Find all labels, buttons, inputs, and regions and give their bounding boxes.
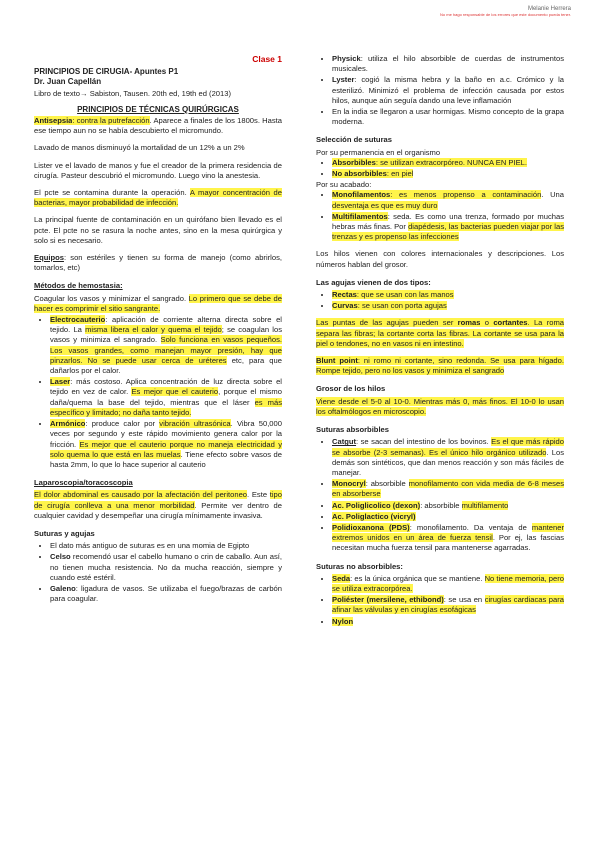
section-subtitle: PRINCIPIOS DE TÉCNICAS QUIRÚRGICAS [77,104,239,114]
agujas-heading: Las agujas vienen de dos tipos: [316,277,431,287]
permanencia-label: Por su permanencia en el organismo [316,147,441,157]
fuente-paragraph: La principal fuente de contaminación en un quirófano bien llevado es el pcte. El pcte no se rasura la noche antes, sino en la mesa quirúrgica y solo si es necesario. [34,215,282,245]
list-item: • Multifilamentos: seda. Es como una trenza, formado por muchas hebras más finas. Por diapédesis, las bacterias pueden viajar por las trenzas y es propenso las infecciones [332,212,564,243]
absorbibles-heading: Suturas absorbibles [316,425,390,435]
list-item: • Catgut: se sacan del intestino de los bovinos. Es el que más rápido se absorbe (2-3 semanas). Es el único hilo orgánico utilizado. Los demás son sintéticos, que dan menos reacción y son más fáciles de manejar. [332,437,564,478]
list-item: • Armónico: produce calor por vibración ultrasónica. Vibra 50,000 veces por segundo y este rápido movimiento genera calor por la fricción. Es mejor que el cauterio porque no maneja electricidad y solo quema lo que está en las muelas. Tiene efecto sobre vasos de hasta 2mm, lo que lo hace superior al cauterio [50,419,282,470]
laparoscopia-paragraph: El dolor abdominal es causado por la afectación del peritoneo. Este tipo de cirugía conlleva a una menor morbilidad. Permite ver dentro de cualquier cavidad y desempeñar una cirugía mínimamente invasiva. [34,490,282,520]
list-item: • Monocryl: absorbible monofilamento con vida media de 6-8 meses en absorberse [332,479,564,499]
acabado-label: Por su acabado: [316,180,372,190]
grosor-paragraph: Viene desde el 5-0 al 10-0. Mientras más 0, más finos. El 10-0 lo usan los oftalmólogos en microscopio. [316,396,564,416]
seleccion-heading: Selección de suturas [316,135,392,145]
list-item: • Curvas: se usan con porta agujas [332,301,564,311]
lavado-paragraph: Lavado de manos disminuyó la mortalidad de un 12% a un 2% [34,143,245,153]
list-item: • Ac. Poliglicolico (dexon): absorbible multifilamento [332,501,564,511]
lister-paragraph: Lister ve el lavado de manos y fue el creador de la primera residencia de cirugía. Pasteur descubrió el micromundo. Luego vino la anestesia. [34,160,282,180]
class-label: Clase 1 [252,54,282,64]
list-item: • Lyster: cogió la misma hebra y la baño en a.c. Crómico y la esterilizó. Minimizó el problema de infección causada por estos hilos, aunque aún seguía dando una leve inflamación [332,75,564,106]
list-item: • Polidioxanona (PDS): monofilamento. Da ventaja de mantener extremos unidos en un área de fuerza tensil. Por ej, las fascias necesitan mucha fuerza tensil para mantenerse agarradas. [332,523,564,554]
puntas-paragraph: Las puntas de las agujas pueden ser romas o cortantes. La roma separa las fibras; la cortante corta las fibras. La cortante se usa para la piel o tendones, no en vasos ni en intestino. [316,318,565,348]
list-item: • Monofilamentos: es menos propenso a contaminación. Una desventaja es que es muy duro [332,190,564,210]
antisepsia-paragraph: Antisepsia: contra la putrefacción. Aparece a finales de los 1800s. Hasta ese tiempo aun no se había descubierto el micromundo. [34,116,282,136]
list-item: • Seda: es la única orgánica que se mantiene. No tiene memoria, pero se utiliza extracorpórea. [332,574,564,594]
antisepsia-label: Antisepsia [34,116,73,126]
page-header [440,6,571,17]
teacher-name: Dr. Juan Capellán [34,77,102,87]
list-item: • Physick: utiliza el hilo absorbible de cuerdas de instrumentos musicales. [332,54,564,74]
equipos-paragraph: Equipos: son estériles y tienen su forma de manejo (como abrirlos, tomarlos, etc) [34,253,282,273]
list-item: • Absorbibles: se utilizan extracorpóreo. NUNCA EN PIEL. [332,158,564,168]
list-item: • No absorbibles: en piel [332,169,564,179]
laparoscopia-heading: Laparoscopia/toracoscopia [34,478,133,488]
hemostasia-heading: Métodos de hemostasia: [34,281,123,291]
list-item: • Celso recomendó usar el cabello humano o crin de caballo. Aun así, no tienen mucha resistencia. No da mucha reacción, siempre y cuando esté estéril. [50,552,282,583]
list-item: • Ac. Poliglactico (vicryl) [332,512,564,522]
no-absorbibles-list [316,574,564,627]
list-item: • Rectas: que se usan con las manos [332,290,564,300]
permanencia-list [316,158,564,179]
list-item: • Electrocauterio: aplicación de corriente alterna directa sobre el tejido. La misma libera el calor y quema el tejido; se coagulan los vasos y minimiza el sangrado. Solo funciona en vasos pequeños. Los vasos grandes, como manejan mayor presión, hay que pinzarlos. No se puede usar cerca de uréteres etc, para que dañarlos por el calor. [50,315,282,376]
absorbibles-list [316,437,564,553]
agujas-list [316,290,564,311]
blunt-paragraph: Blunt point: ni romo ni cortante, sino redonda. Se usa para hígado. Rompe tejido, pero no los vasos y minimiza el sangrado [316,356,564,376]
list-item: • Galeno: ligadura de vasos. Se utilizaba el fuego/brazas de carbón para coagular. [50,584,282,604]
suturas-list [34,541,282,604]
list-item: • Poliéster (mersilene, ethibond): se usa en cirugías cardiacas para afinar las válvulas y en cirugías esofágicas [332,595,564,615]
author-name: Melanie Herrera [527,6,571,12]
hilos-paragraph: Los hilos vienen con colores internacionales y descripciones. Los números hablan del grosor. [316,249,564,269]
hemostasia-intro: Coagular los vasos y minimizar el sangrado. Lo primero que se debe de hacer es comprimir el sitio sangrante. [34,293,282,313]
right-column [316,54,564,634]
grosor-heading: Grosor de los hilos [316,384,386,394]
list-item: • Laser: más costoso. Aplica concentración de luz directa sobre el tejido en vez de calor. Es mejor que el cauterio, porque el mismo daña/quema la base del tejido, mientras que el láser es más específico y limitado; no daña tanto tejido. [50,377,282,418]
no-absorbibles-heading: Suturas no absorbibles: [316,561,403,571]
hemostasia-list [34,315,282,470]
list-item: • El dato más antiguo de suturas es en una momia de Egipto [50,541,282,551]
disclaimer-note: No me hago responsable de los errores que este documento pueda tener. [440,12,571,17]
list-item: • Nylon [332,617,564,627]
left-column [34,54,282,611]
history-list [316,54,564,127]
acabado-list [316,190,564,242]
list-item: • En la india se llegaron a usar hormigas. Mismo concepto de la grapa moderna. [332,107,564,127]
suturas-heading: Suturas y agujas [34,528,95,538]
contaminacion-paragraph: El pcte se contamina durante la operación. A mayor concentración de bacterias, mayor probabilidad de infección. [34,188,282,208]
textbook-reference: Libro de texto→ Sabiston, Tausen. 20th ed, 19th ed (2013) [34,88,232,98]
document-title: PRINCIPIOS DE CIRUGIA- Apuntes P1 [34,67,179,77]
